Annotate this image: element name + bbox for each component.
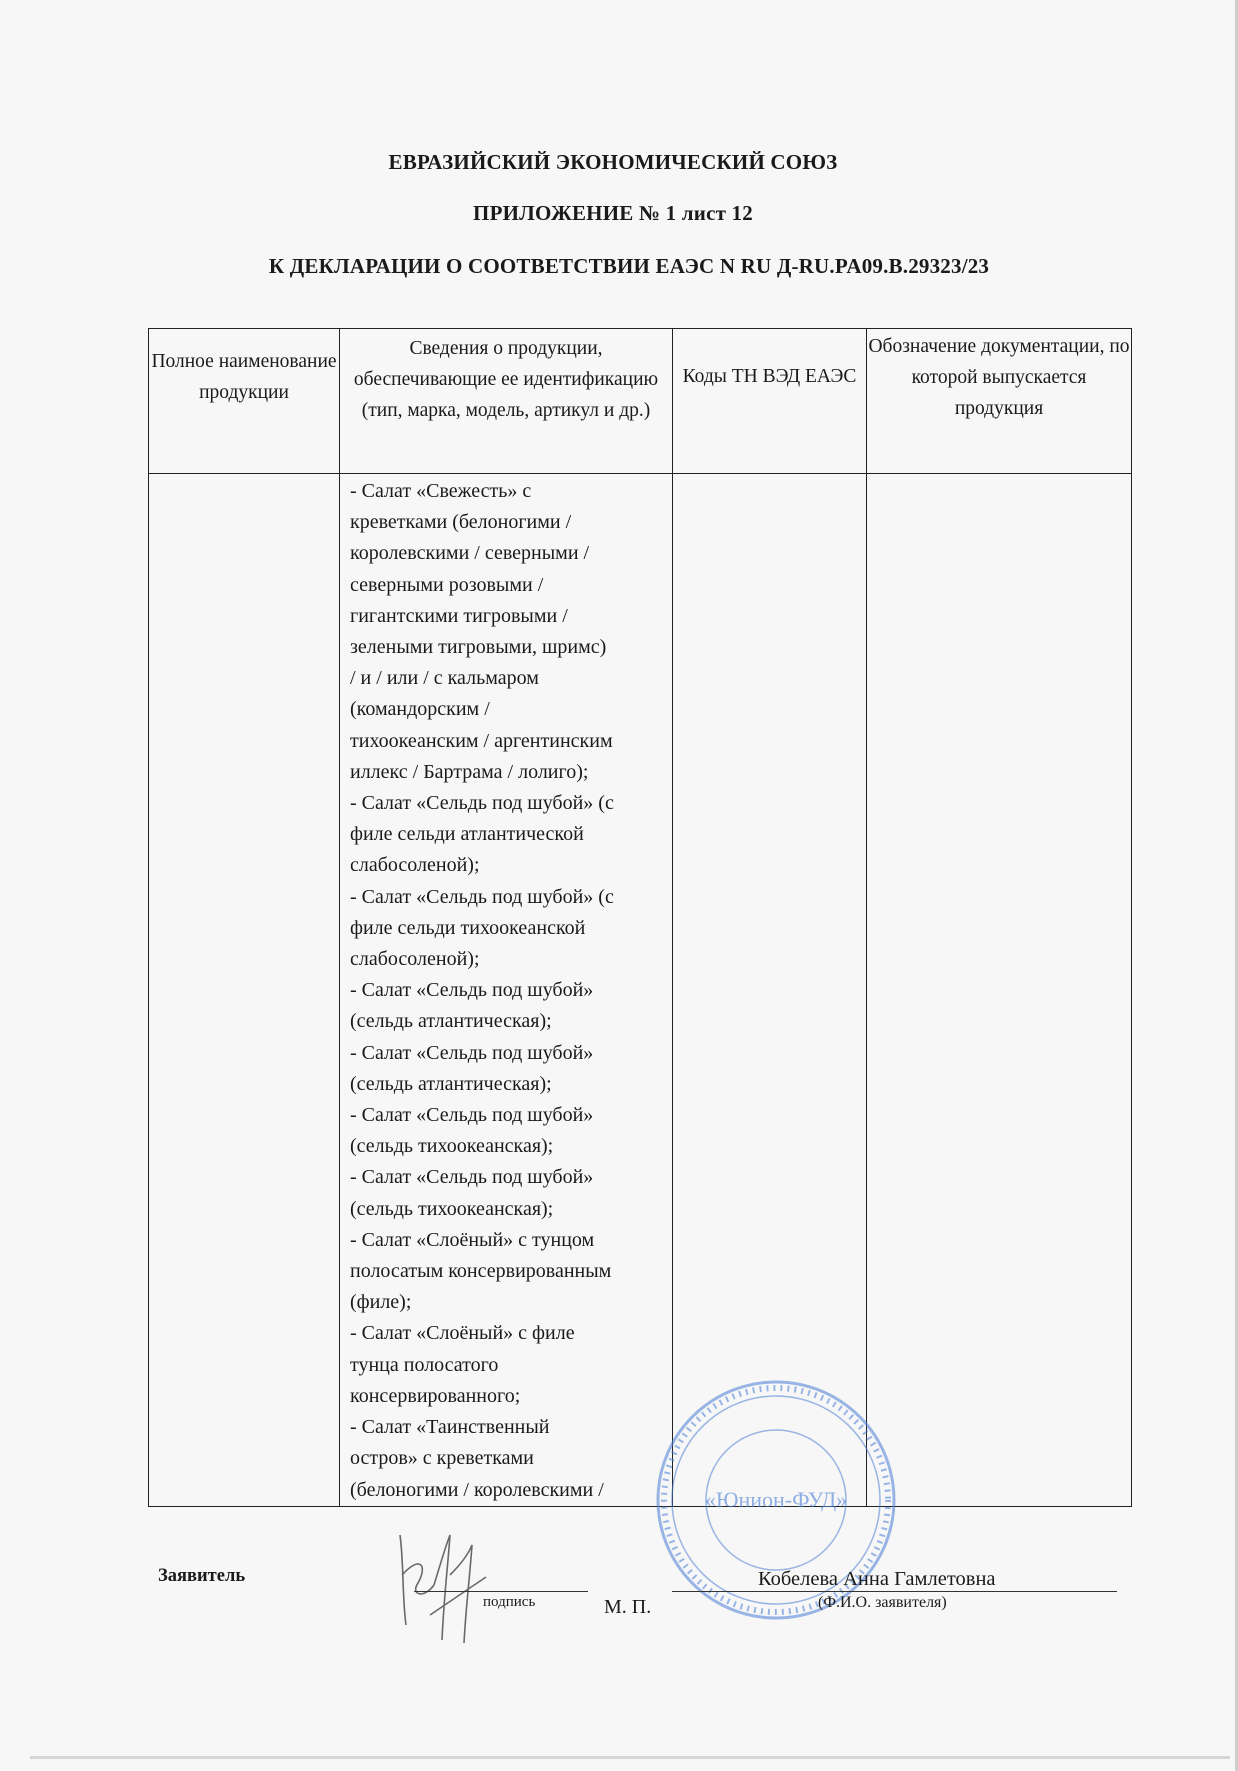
appendix-title: ПРИЛОЖЕНИЕ № 1 лист 12 — [473, 201, 753, 225]
list-item: северными розовыми / — [350, 573, 544, 596]
list-item: (сельдь тихоокеанская); — [350, 1197, 554, 1220]
list-item: - Салат «Свежесть» с — [350, 480, 532, 502]
union-title: ЕВРАЗИЙСКИЙ ЭКОНОМИЧЕСКИЙ СОЮЗ — [388, 150, 838, 174]
list-item: консервированного; — [350, 1384, 521, 1407]
list-item: - Салат «Слоёный» с филе — [350, 1322, 575, 1345]
list-item: иллекс / Бартрама / лолиго); — [350, 760, 589, 783]
list-item: зелеными тигровыми, шримс) — [350, 636, 607, 659]
list-item: слабосоленой); — [350, 948, 480, 971]
list-item: филе сельди тихоокеанской — [350, 916, 586, 939]
column-header-documentation: Обозначение документации, по которой выпускается продукция — [867, 329, 1132, 474]
cell-product-name — [149, 474, 340, 1507]
list-item: - Салат «Сельдь под шубой» (с — [350, 885, 614, 908]
column-header-product-name: Полное наименование продукции — [149, 329, 340, 474]
column-header-tnved-codes: Коды ТН ВЭД ЕАЭС — [673, 329, 867, 474]
list-item: королевскими / северными / — [350, 542, 590, 565]
table-header-row — [149, 329, 1132, 474]
list-item: тунца полосатого — [350, 1353, 499, 1376]
cell-tnved-codes — [673, 474, 867, 1507]
list-item: / и / или / с кальмаром — [350, 667, 539, 690]
list-item: тихоокеанским / аргентинским — [350, 729, 613, 752]
list-item: креветками (белоногими / — [350, 511, 572, 534]
list-item: остров» с креветками — [350, 1447, 534, 1470]
cell-product-info — [340, 474, 673, 1507]
list-item: - Салат «Слоёный» с тунцом — [350, 1228, 595, 1251]
list-item: - Салат «Сельдь под шубой» (с — [350, 792, 614, 815]
list-item: - Салат «Сельдь под шубой» — [350, 979, 594, 1002]
list-item: слабосоленой); — [350, 854, 480, 877]
list-item: (белоногими / королевскими / — [350, 1478, 604, 1501]
list-item: - Салат «Сельдь под шубой» — [350, 1166, 594, 1189]
list-item: гигантскими тигровыми / — [350, 604, 568, 627]
list-item: (сельдь атлантическая); — [350, 1010, 552, 1033]
applicant-label: Заявитель — [158, 1566, 246, 1586]
column-header-product-info: Сведения о продукции, обеспечивающие ее идентификацию (тип, марка, модель, артикул и др.) — [340, 329, 673, 474]
name-caption: (Ф.И.О. заявителя) — [818, 1594, 947, 1611]
applicant-signature — [390, 1515, 520, 1645]
applicant-name: Кобелева Анна Гамлетовна — [758, 1568, 996, 1590]
signature-line — [414, 1591, 588, 1592]
page-edge-bottom — [30, 1756, 1230, 1759]
list-item: (филе); — [350, 1291, 412, 1314]
declaration-title: К ДЕКЛАРАЦИИ О СООТВЕТСТВИИ ЕАЭС N RU Д-RU.PA09.B.29323/23 — [268, 254, 990, 278]
list-item: (сельдь тихоокеанская); — [350, 1135, 554, 1158]
seal-text: «Юнион-ФУД» — [704, 1487, 848, 1512]
list-item: - Салат «Таинственный — [350, 1416, 550, 1439]
cell-documentation — [867, 474, 1132, 1507]
declaration-table — [148, 328, 1132, 1507]
stamp-place-label: М. П. — [604, 1596, 652, 1618]
list-item: филе сельди атлантической — [350, 823, 584, 846]
signature-caption: подпись — [483, 1594, 536, 1610]
list-item: полосатым консервированным — [350, 1260, 612, 1283]
list-item: - Салат «Сельдь под шубой» — [350, 1041, 594, 1064]
table-row — [149, 474, 1132, 1507]
list-item: (сельдь атлантическая); — [350, 1072, 552, 1095]
product-list — [340, 474, 672, 1506]
name-line — [672, 1591, 1117, 1592]
list-item: (командорским / — [350, 698, 490, 721]
list-item: - Салат «Сельдь под шубой» — [350, 1104, 594, 1127]
